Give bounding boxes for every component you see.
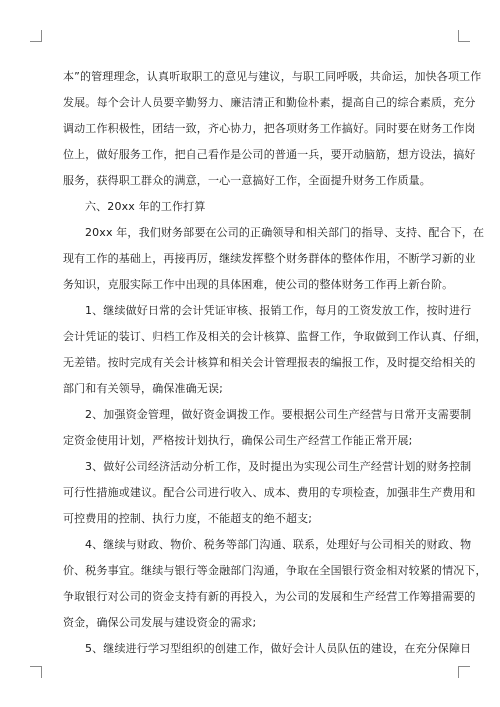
text-line: 无差错。按时完成有关会计核算和相关会计管理报表的编报工作，及时提交给相关的 bbox=[63, 356, 476, 369]
section-heading: 六、20xx 年的工作打算 bbox=[85, 200, 206, 213]
text-line: 争取银行对公司的资金支持有新的再投入，为公司的发展和生产经营工作筹措需要的 bbox=[63, 590, 476, 603]
crop-mark-bottom-left bbox=[30, 666, 42, 678]
text-line: 服务，获得职工群众的满意，一心一意搞好工作，全面提升财务工作质量。 bbox=[63, 174, 431, 187]
text-line: 现有工作的基础上，再接再厉，继续发挥整个财务群体的整体作用，不断学习新的业 bbox=[63, 252, 476, 265]
text-line: 定资金使用计划，严格按计划执行，确保公司生产经营工作能正常开展; bbox=[63, 434, 413, 447]
text-line: 部门和有关领导，确保准确无误; bbox=[63, 382, 223, 395]
crop-mark-bottom-right bbox=[458, 666, 470, 678]
crop-mark-top-left bbox=[30, 30, 42, 42]
crop-mark-top-right bbox=[458, 30, 470, 42]
list-item-start: 3、做好公司经济活动分析工作，及时提出为实现公司生产经营计划的财务控制 bbox=[85, 460, 472, 473]
text-line: 调动工作积极性，团结一致，齐心协力，把各项财务工作搞好。同时要在财务工作岗 bbox=[63, 122, 476, 135]
list-item-start: 4、继续与财政、物价、税务等部门沟通、联系，处理好与公司相关的财政、物 bbox=[85, 538, 472, 551]
list-item-start: 2、加强资金管理，做好资金调拨工作。要根据公司生产经营与日常开支需要制 bbox=[85, 408, 472, 421]
text-line: 本”的管理理念，认真听取职工的意见与建议，与职工同呼吸，共命运，加快各项工作 bbox=[63, 70, 482, 83]
text-line: 20xx 年，我们财务部要在公司的正确领导和相关部门的指导、支持、配合下，在 bbox=[85, 226, 485, 239]
text-line: 发展。每个会计人员要辛勤努力、廉洁清正和勤俭朴素，提高自己的综合素质，充分 bbox=[63, 96, 476, 109]
text-line: 位上，做好服务工作，把自己看作是公司的普通一兵，要开动脑筋，想方设法，搞好 bbox=[63, 148, 476, 161]
list-item-start: 1、继续做好日常的会计凭证审核、报销工作，每月的工资发放工作，按时进行 bbox=[85, 304, 472, 317]
document-body bbox=[63, 64, 487, 662]
text-line: 会计凭证的装订、归档工作及相关的会计核算、监督工作，争取做到工作认真、仔细， bbox=[63, 330, 487, 343]
text-line: 务知识，克服实际工作中出现的具体困难，使公司的整体财务工作再上新台阶。 bbox=[63, 278, 454, 291]
list-item-start: 5、继续进行学习型组织的创建工作，做好会计人员队伍的建设，在充分保障日 bbox=[85, 642, 472, 655]
text-line: 资金，确保公司发展与建设资金的需求; bbox=[63, 616, 257, 629]
text-line: 可控费用的控制、执行力度，不能超支的绝不超支; bbox=[63, 512, 313, 525]
text-line: 价、税务事宜。继续与银行等金融部门沟通，争取在全国银行资金相对较紧的情况下， bbox=[63, 564, 487, 577]
text-line: 可行性措施或建议。配合公司进行收入、成本、费用的专项检查，加强非生产费用和 bbox=[63, 486, 476, 499]
